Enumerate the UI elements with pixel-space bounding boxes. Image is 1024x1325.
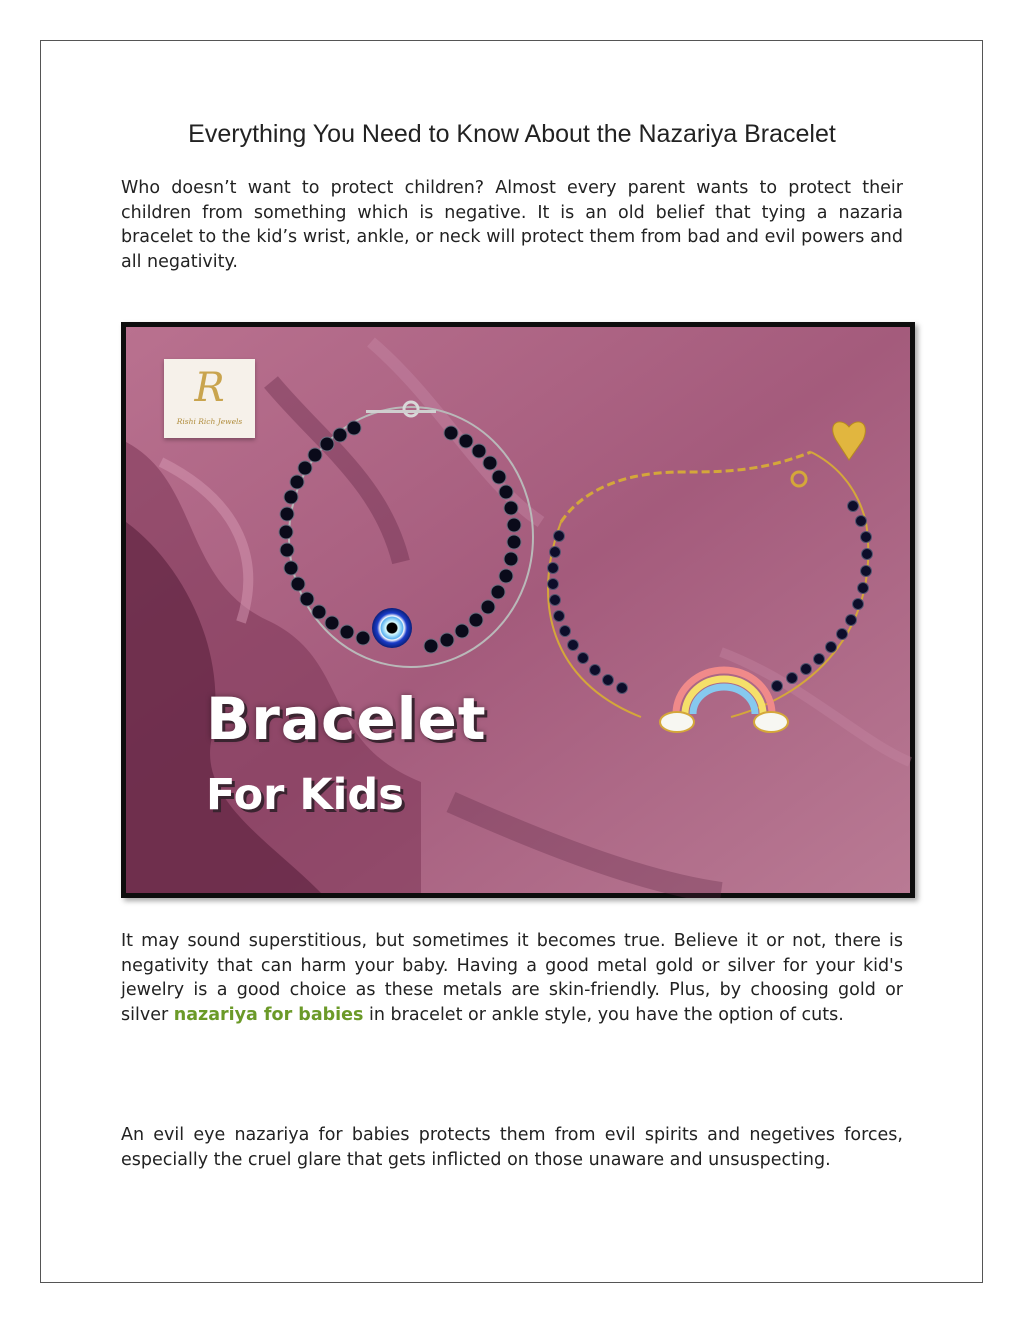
brand-logo (164, 359, 255, 438)
nazariya-for-babies-link[interactable]: nazariya for babies (173, 1004, 364, 1025)
paragraph-evil-eye: An evil eye nazariya for babies protects them from evil spirits and negetives forces, especially the cruel glare that gets inflicted on those unaware and unsuspecting. (121, 1125, 903, 1170)
hero-heading-line1: Bracelet (206, 685, 487, 753)
hero-image (121, 322, 915, 898)
logo-text: Rishi Rich Jewels (176, 417, 243, 426)
paragraph-text-before-link: It may sound superstitious, but sometimes it becomes true. Believe it or not, there is negativity that can harm your baby. Having a good metal gold or silver for your kid's jewelry is a good choice as these metals are skin-friendly. Plus, by choosing gold or silver (121, 931, 903, 1025)
logo-mark: R (194, 365, 225, 411)
paragraph-intro: Who doesn’t want to protect children? Almost every parent wants to protect their children from something which is negative. It is an old belief that tying a nazaria bracelet to the kid’s wrist, ankle, or neck will protect them from bad and evil powers and all negativity. (121, 178, 903, 272)
paragraph-superstition (121, 929, 903, 1027)
document-title: Everything You Need to Know About the Nazariya Bracelet (188, 120, 836, 148)
paragraph-text-after-link: in bracelet or ankle style, you have the option of cuts. (363, 1004, 844, 1025)
hero-heading-line2: For Kids (206, 770, 404, 820)
